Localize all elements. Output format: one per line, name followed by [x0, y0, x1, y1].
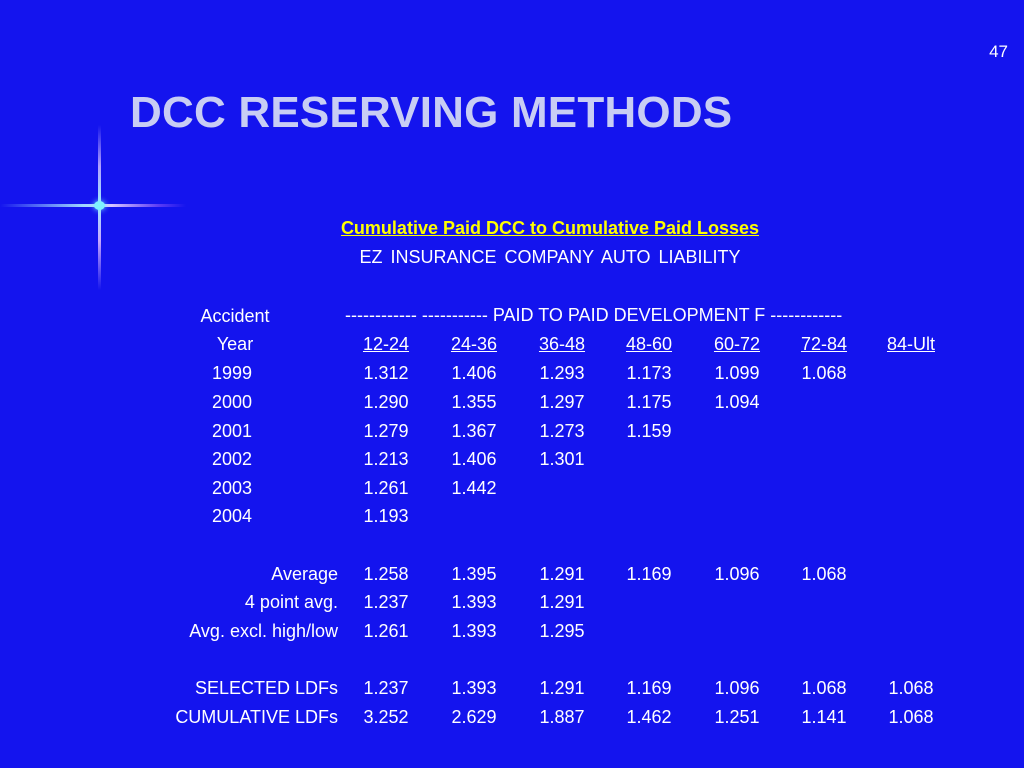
rows-label: 2001	[211, 421, 253, 441]
slide-number: 47	[989, 42, 1008, 61]
rows-label: 2004	[211, 506, 253, 526]
summary-value: 1.096	[714, 564, 760, 584]
development-factors-header: ------------ ----------- PAID TO PAID DEVELOPMENT F ------------	[345, 305, 843, 325]
rows-value: 1.213	[363, 449, 409, 469]
ldfs-value: 1.141	[801, 707, 847, 727]
column-header: 72-84	[800, 334, 848, 354]
summary-value: 1.393	[451, 592, 497, 612]
ldfs-value: 3.252	[363, 707, 409, 727]
ldfs-value: 1.887	[539, 707, 585, 727]
star-decoration-horizontal	[0, 204, 186, 207]
rows-value: 1.442	[451, 478, 497, 498]
rows-value: 1.297	[539, 392, 585, 412]
column-header: 24-36	[450, 334, 498, 354]
ldfs-value: 1.096	[714, 678, 760, 698]
rows-value: 1.301	[539, 449, 585, 469]
ldfs-label: CUMULATIVE LDFs	[175, 707, 338, 727]
summary-value: 1.258	[363, 564, 409, 584]
column-header: 48-60	[625, 334, 673, 354]
summary-value: 1.395	[451, 564, 497, 584]
ldfs-value: 1.068	[801, 678, 847, 698]
rows-value: 1.099	[714, 363, 760, 383]
summary-value: 1.295	[539, 621, 585, 641]
column-header: 84-Ult	[886, 334, 935, 354]
star-decoration-center	[94, 201, 105, 210]
summary-value: 1.291	[539, 592, 585, 612]
rows-value: 1.193	[363, 506, 409, 526]
rows-value: 1.312	[363, 363, 409, 383]
summary-value: 1.261	[363, 621, 409, 641]
ldfs-label: SELECTED LDFs	[194, 678, 338, 698]
ldfs-value: 1.462	[626, 707, 672, 727]
rows-value: 1.293	[539, 363, 585, 383]
rows-value: 1.290	[363, 392, 409, 412]
rows-value: 1.279	[363, 421, 409, 441]
rows-value: 1.261	[363, 478, 409, 498]
summary-label: Avg. excl. high/low	[189, 621, 338, 641]
summary-label: Average	[271, 564, 338, 584]
column-header: 60-72	[713, 334, 761, 354]
rows-value: 1.094	[714, 392, 760, 412]
rows-value: 1.173	[626, 363, 672, 383]
slide-title: DCC RESERVING METHODS	[130, 88, 733, 137]
rows-value: 1.175	[626, 392, 672, 412]
rows-value: 1.406	[451, 449, 497, 469]
ldfs-value: 1.068	[888, 678, 934, 698]
rows-value: 1.159	[626, 421, 672, 441]
rows-value: 1.355	[451, 392, 497, 412]
summary-value: 1.169	[626, 564, 672, 584]
ldfs-value: 1.237	[363, 678, 409, 698]
ldfs-value: 1.169	[626, 678, 672, 698]
rows-label: 2002	[211, 449, 253, 469]
ldfs-value: 1.393	[451, 678, 497, 698]
ldfs-value: 1.251	[714, 707, 760, 727]
table-subtitle: EZ INSURANCE COMPANY AUTO LIABILITY	[359, 247, 741, 267]
column-header: 36-48	[538, 334, 586, 354]
table-title: Cumulative Paid DCC to Cumulative Paid Losses	[340, 218, 760, 238]
ldfs-value: 2.629	[451, 707, 497, 727]
rows-value: 1.367	[451, 421, 497, 441]
summary-value: 1.393	[451, 621, 497, 641]
header-year: Year	[216, 334, 254, 354]
summary-value: 1.291	[539, 564, 585, 584]
summary-value: 1.068	[801, 564, 847, 584]
rows-value: 1.406	[451, 363, 497, 383]
summary-value: 1.237	[363, 592, 409, 612]
rows-value: 1.068	[801, 363, 847, 383]
column-header: 12-24	[362, 334, 410, 354]
ldfs-value: 1.068	[888, 707, 934, 727]
rows-label: 1999	[211, 363, 253, 383]
rows-label: 2000	[211, 392, 253, 412]
rows-label: 2003	[211, 478, 253, 498]
summary-label: 4 point avg.	[244, 592, 338, 612]
header-accident: Accident	[200, 306, 270, 326]
ldfs-value: 1.291	[539, 678, 585, 698]
rows-value: 1.273	[539, 421, 585, 441]
